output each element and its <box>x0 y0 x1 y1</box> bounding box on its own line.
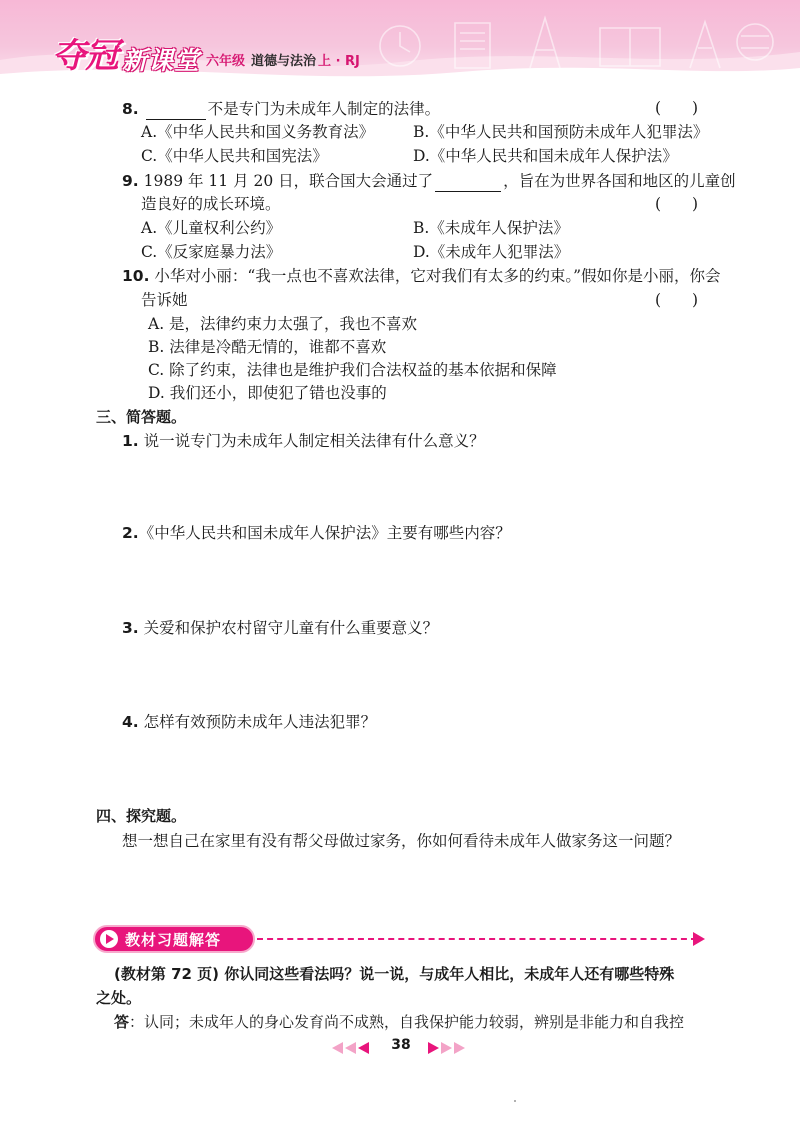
option-d: D.《未成年人犯罪法》 <box>413 243 570 261</box>
question-number: 8 <box>122 100 133 118</box>
inquiry-question: 想一想自己在家里有没有帮父母做过家务，你如何看待未成年人做家务这一问题？ <box>122 832 681 850</box>
answer-parentheses[interactable]: ( ) <box>655 291 699 309</box>
answer-blank[interactable] <box>435 169 501 192</box>
page-number: 38 <box>391 1037 411 1053</box>
question-number: 1 <box>122 432 133 450</box>
edition-label: 上 · RJ <box>318 54 360 69</box>
option-a: A.《中华人民共和国义务教育法》 <box>141 123 375 141</box>
textbook-answer <box>114 1011 684 1033</box>
brand-logo <box>52 28 360 77</box>
question-text-cont: ，旨在为世界各国和地区的儿童创 <box>503 172 736 190</box>
arrow-right-icon <box>693 932 705 946</box>
subject-label: 道德与法治 <box>251 54 317 69</box>
question-10-text-line2: 告诉她 <box>141 291 188 309</box>
question-text: 不是专门为未成年人制定的法律。 <box>207 100 441 118</box>
answer-text: ：认同；未成年人的身心发育尚不成熟，自我保护能力较弱，辨别是非能力和自我控 <box>129 1013 685 1031</box>
question-text: 《中华人民共和国未成年人保护法》主要有哪些内容？ <box>138 524 511 542</box>
grade-label: 六年级 <box>206 54 246 69</box>
option-a: A. 是，法律约束力太强了，我也不喜欢 <box>148 315 418 333</box>
question-number: 2 <box>122 524 133 542</box>
school-supplies-decoration <box>360 8 780 78</box>
question-text: 怎样有效预防未成年人违法犯罪？ <box>143 713 377 731</box>
question-text: 说一说专门为未成年人制定相关法律有什么意义？ <box>143 432 485 450</box>
answer-parentheses[interactable]: ( ) <box>655 99 699 117</box>
triangle-right-icon <box>454 1042 465 1054</box>
triangle-left-icon <box>358 1042 369 1054</box>
answer-parentheses[interactable]: ( ) <box>655 195 699 213</box>
option-d: D.《中华人民共和国未成年人保护法》 <box>413 147 678 165</box>
page-footer <box>0 1036 800 1060</box>
question-number: 9 <box>122 172 133 190</box>
question-number: 10 <box>122 267 144 285</box>
textbook-answers-banner <box>93 925 713 955</box>
option-c: C.《反家庭暴力法》 <box>141 243 282 261</box>
option-d: D. 我们还小，即使犯了错也没事的 <box>148 384 387 402</box>
question-9: 9. 1989 年 11 月 20 日，联合国大会通过了 ，旨在为世界各国和地区的儿童创 <box>122 169 736 192</box>
answer-blank[interactable] <box>146 97 206 120</box>
banner-pill <box>93 925 255 953</box>
question-9-text-line2: 造良好的成长环境。 <box>141 195 281 213</box>
textbook-question: (教材第 72 页) 你认同这些看法吗？说一说，与成年人相比，未成年人还有哪些特殊 <box>114 965 675 983</box>
page-header <box>0 0 800 84</box>
question-text: 关爱和保护农村留守儿童有什么重要意义？ <box>143 619 439 637</box>
short-answer-3: 3. 关爱和保护农村留守儿童有什么重要意义？ <box>122 619 439 637</box>
play-icon <box>100 930 118 948</box>
option-c: C. 除了约束，法律也是维护我们合法权益的基本依据和保障 <box>148 361 557 379</box>
option-c: C.《中华人民共和国宪法》 <box>141 147 328 165</box>
section-3-title: 三、简答题。 <box>96 408 187 426</box>
textbook-question-cont: 之处。 <box>96 989 142 1007</box>
short-answer-1: 1. 说一说专门为未成年人制定相关法律有什么意义？ <box>122 432 485 450</box>
triangle-left-icon <box>345 1042 356 1054</box>
banner-title: 教材习题解答 <box>125 931 222 949</box>
triangle-right-icon <box>428 1042 439 1054</box>
section-4-title: 四、探究题。 <box>96 807 187 825</box>
scan-dot <box>514 1100 516 1102</box>
triangle-right-icon <box>441 1042 452 1054</box>
question-text: 小华对小丽：“我一点也不喜欢法律，它对我们有太多的约束。”假如你是小丽，你会 <box>154 267 721 285</box>
question-number: 4 <box>122 713 133 731</box>
question-10: 10. 小华对小丽：“我一点也不喜欢法律，它对我们有太多的约束。”假如你是小丽，你会 <box>122 267 721 285</box>
short-answer-2: 2.《中华人民共和国未成年人保护法》主要有哪些内容？ <box>122 524 511 542</box>
series-name: 新课堂 <box>122 46 201 75</box>
option-b: B.《未成年人保护法》 <box>413 219 569 237</box>
answer-label: 答 <box>114 1013 130 1031</box>
option-b: B.《中华人民共和国预防未成年人犯罪法》 <box>413 123 709 141</box>
question-text: 1989 年 11 月 20 日，联合国大会通过了 <box>143 172 434 190</box>
brand-name: 夺冠 <box>52 36 118 76</box>
option-b: B. 法律是冷酷无情的，谁都不喜欢 <box>148 338 387 356</box>
triangle-left-icon <box>332 1042 343 1054</box>
short-answer-4: 4. 怎样有效预防未成年人违法犯罪？ <box>122 713 377 731</box>
option-a: A.《儿童权利公约》 <box>141 219 282 237</box>
question-number: 3 <box>122 619 133 637</box>
banner-dashed-line <box>257 938 697 940</box>
question-8: 8. 不是专门为未成年人制定的法律。 <box>122 97 440 120</box>
